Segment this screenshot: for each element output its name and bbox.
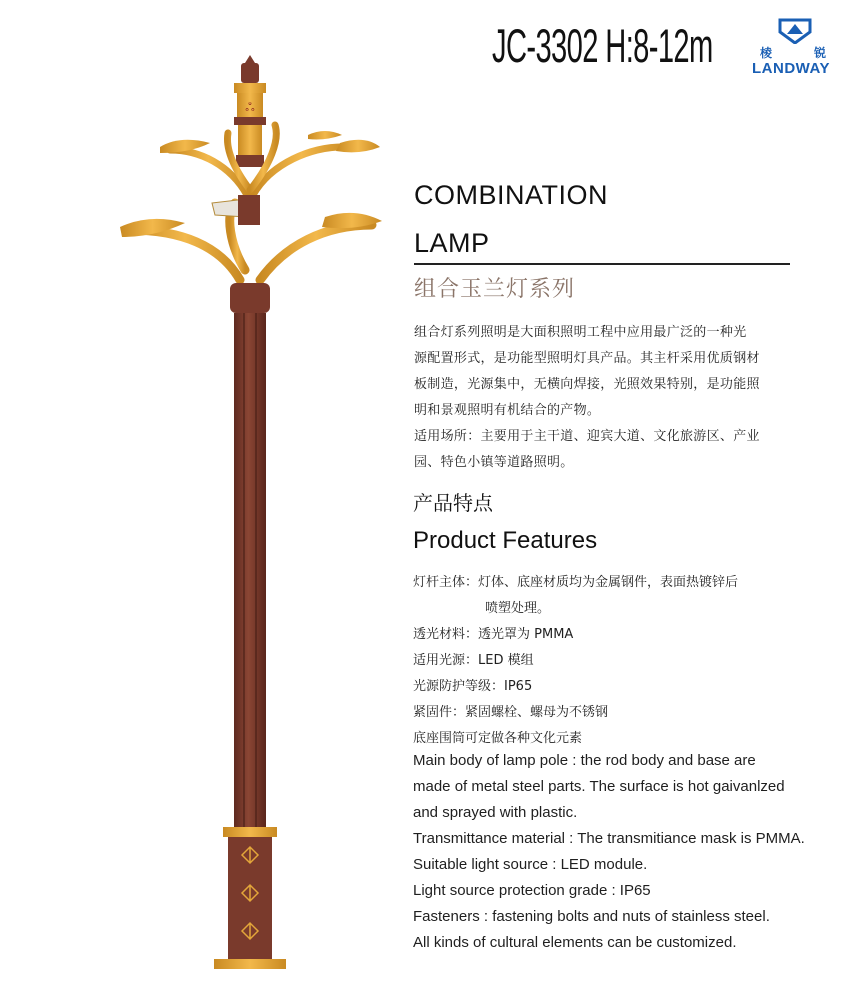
title-line-2: LAMP bbox=[414, 228, 490, 258]
spec-line-en: All kinds of cultural elements can be customized. bbox=[413, 934, 737, 951]
spec-line-en: Transmittance material : The transmitiance mask is PMMA. bbox=[413, 830, 805, 847]
intro-line: 园、特色小镇等道路照明。 bbox=[414, 455, 574, 470]
base-plate bbox=[214, 959, 286, 969]
intro-line: 组合灯系列照明是大面积照明工程中应用最广泛的一种光 bbox=[414, 325, 747, 340]
brand-cn-left: 棱 bbox=[760, 46, 773, 60]
spec-line-en: Main body of lamp pole : the rod body and base are bbox=[413, 752, 756, 769]
intro-line: 适用场所：主要用于主干道、迎宾大道、文化旅游区、产业 bbox=[414, 429, 760, 444]
title-divider bbox=[414, 263, 790, 265]
spec-line: 喷塑处理。 bbox=[485, 601, 551, 616]
base-cap bbox=[223, 827, 277, 837]
spec-line: 透光材料：透光罩为 PMMA bbox=[413, 627, 574, 642]
spec-line-en: Fasteners : fastening bolts and nuts of stainless steel. bbox=[413, 908, 770, 925]
spec-line-en: and sprayed with plastic. bbox=[413, 804, 578, 821]
intro-line: 板制造，光源集中，无横向焊接，光照效果特别，是功能照 bbox=[414, 377, 760, 392]
spec-list-cn bbox=[413, 570, 843, 752]
intro-line: 明和景观照明有机结合的产物。 bbox=[414, 403, 601, 418]
spec-line-en: made of metal steel parts. The surface is hot gaivanlzed bbox=[413, 778, 785, 795]
lamp-finial bbox=[234, 55, 266, 167]
spec-list-en bbox=[413, 748, 853, 956]
title-line-1: COMBINATION bbox=[414, 180, 608, 210]
lamp-illustration bbox=[110, 55, 400, 975]
model-title: JC-3302 H:8-12m bbox=[492, 19, 713, 72]
spec-line-en: Light source protection grade : IP65 bbox=[413, 882, 651, 899]
svg-text:ஃ: ஃ bbox=[245, 100, 255, 114]
spec-line: 适用光源：LED 模组 bbox=[413, 653, 534, 668]
pole-collar bbox=[230, 283, 270, 313]
pole bbox=[234, 313, 266, 833]
intro-line: 源配置形式，是功能型照明灯具产品。其主杆采用优质钢材 bbox=[414, 351, 760, 366]
lamp-head bbox=[336, 140, 380, 153]
features-heading-cn: 产品特点 bbox=[413, 491, 493, 515]
brand-mark-icon bbox=[776, 18, 814, 44]
spec-line: 紧固件：紧固螺栓、螺母为不锈钢 bbox=[413, 705, 609, 720]
features-heading-en: Product Features bbox=[413, 527, 598, 554]
spec-line-en: Suitable light source : LED module. bbox=[413, 856, 648, 873]
spec-line: 光源防护等级：IP65 bbox=[413, 679, 533, 694]
intro-paragraph bbox=[414, 320, 814, 476]
spec-line: 灯杆主体：灯体、底座材质均为金属钢件，表面热镀锌后 bbox=[413, 575, 739, 590]
brand-logo bbox=[750, 18, 842, 78]
spec-line: 底座围筒可定做各种文化元素 bbox=[413, 731, 583, 746]
brand-cn-right: 锐 bbox=[814, 46, 827, 60]
title-cn: 组合玉兰灯系列 bbox=[414, 277, 576, 302]
lamp-head bbox=[308, 131, 342, 140]
brand-name: LANDWAY bbox=[752, 60, 830, 77]
